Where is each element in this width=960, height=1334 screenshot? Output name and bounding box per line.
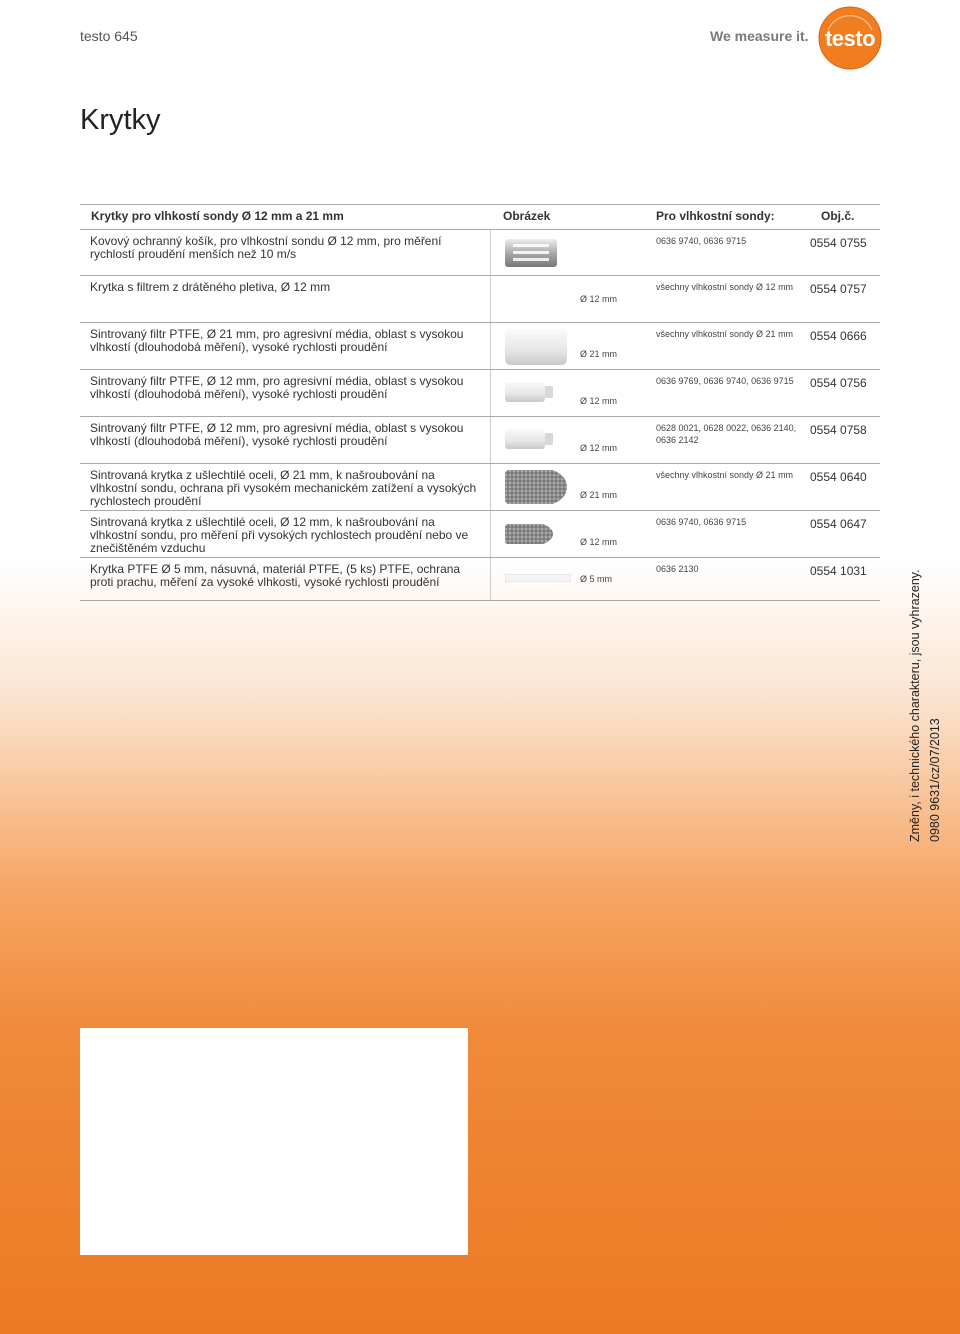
image-diameter: Ø 12 mm bbox=[580, 294, 618, 304]
table-header bbox=[80, 205, 880, 230]
header-probe: Pro vlhkostní sondy: bbox=[656, 209, 775, 223]
order-number: 0554 0758 bbox=[810, 423, 867, 437]
header-description: Krytky pro vlhkostí sondy Ø 12 mm a 21 mm bbox=[91, 209, 344, 223]
row-description: Sintrovaný filtr PTFE, Ø 21 mm, pro agresivní média, oblast s vysokou vlhkostí (dlouhodobá měření), vysoké rychlosti proudění bbox=[90, 327, 464, 354]
table-row bbox=[80, 323, 880, 370]
ptfe-filter-icon bbox=[505, 429, 553, 449]
side-note-doc-number: 0980 9631/cz/07/2013 bbox=[928, 718, 942, 842]
sintered-steel-cap-icon bbox=[505, 524, 553, 544]
row-description: Sintrovaná krytka z ušlechtilé oceli, Ø 21 mm, k našroubování na vlhkostní sondu, ochrana při vysokém mechanickém zatížení a vysokých rychlostech proudění bbox=[90, 468, 477, 508]
image-diameter: Ø 12 mm bbox=[580, 537, 618, 547]
image-cell bbox=[490, 511, 643, 557]
image-diameter: Ø 12 mm bbox=[580, 443, 618, 453]
header-image: Obrázek bbox=[503, 209, 551, 223]
probe-list: všechny vlhkostní sondy Ø 21 mm bbox=[656, 329, 794, 339]
table-row bbox=[80, 464, 880, 511]
row-description: Krytka PTFE Ø 5 mm, násuvná, materiál PTFE, (5 ks) PTFE, ochrana proti prachu, měření za vysoké vlhkosti, vysoké rychlosti proudění bbox=[90, 562, 461, 589]
probe-list: všechny vlhkostní sondy Ø 21 mm bbox=[656, 470, 794, 480]
side-note-disclaimer: Změny, i technického charakteru, jsou vyhrazeny. bbox=[908, 569, 922, 842]
order-number: 0554 1031 bbox=[810, 564, 867, 578]
image-diameter: Ø 5 mm bbox=[580, 574, 613, 584]
row-description: Sintrovaný filtr PTFE, Ø 12 mm, pro agresivní média, oblast s vysokou vlhkostí (dlouhodobá měření), vysoké rychlosti proudění bbox=[90, 374, 464, 401]
image-cell bbox=[490, 558, 643, 600]
probe-list: 0636 9740, 0636 9715 bbox=[656, 236, 747, 246]
side-note bbox=[905, 569, 945, 842]
tagline: We measure it. bbox=[710, 28, 809, 44]
testo-logo bbox=[818, 6, 882, 70]
probe-list: všechny vlhkostní sondy Ø 12 mm bbox=[656, 282, 794, 292]
image-diameter: Ø 21 mm bbox=[580, 349, 618, 359]
metal-basket-icon bbox=[505, 239, 557, 267]
white-panel bbox=[80, 1028, 468, 1255]
table-row bbox=[80, 511, 880, 558]
order-number: 0554 0757 bbox=[810, 282, 867, 296]
ptfe-filter-icon bbox=[505, 382, 553, 402]
table-row bbox=[80, 417, 880, 464]
table-row bbox=[80, 276, 880, 323]
logo-wordmark: testo bbox=[824, 26, 876, 51]
image-cell bbox=[490, 417, 643, 463]
caps-table bbox=[80, 204, 880, 601]
probe-list: 0628 0021, 0628 0022, 0636 2140, 0636 2142 bbox=[656, 423, 797, 445]
header-order: Obj.č. bbox=[821, 209, 855, 223]
order-number: 0554 0755 bbox=[810, 236, 867, 250]
image-diameter: Ø 21 mm bbox=[580, 490, 618, 500]
row-description: Kovový ochranný košík, pro vlhkostní sondu Ø 12 mm, pro měření rychlostí proudění menších než 10 m/s bbox=[90, 234, 442, 261]
ptfe-filter-icon bbox=[505, 329, 567, 365]
order-number: 0554 0756 bbox=[810, 376, 867, 390]
image-cell bbox=[490, 370, 643, 416]
row-description: Krytka s filtrem z drátěného pletiva, Ø 12 mm bbox=[90, 280, 331, 294]
sintered-steel-cap-icon bbox=[505, 470, 567, 504]
order-number: 0554 0640 bbox=[810, 470, 867, 484]
probe-list: 0636 2130 bbox=[656, 564, 699, 574]
row-description: Sintrovaný filtr PTFE, Ø 12 mm, pro agresivní média, oblast s vysokou vlhkostí (dlouhodobá měření), vysoké rychlosti proudění bbox=[90, 421, 464, 448]
image-diameter: Ø 12 mm bbox=[580, 396, 618, 406]
row-description: Sintrovaná krytka z ušlechtilé oceli, Ø 12 mm, k našroubování na vlhkostní sondu, pro měření při vysokých rychlostech proudění nebo ve znečištěném vzduchu bbox=[90, 515, 469, 555]
image-cell bbox=[490, 323, 643, 369]
probe-list: 0636 9740, 0636 9715 bbox=[656, 517, 747, 527]
ptfe-cap-small-icon bbox=[505, 574, 571, 582]
table-row bbox=[80, 558, 880, 601]
order-number: 0554 0666 bbox=[810, 329, 867, 343]
header-product: testo 645 bbox=[80, 28, 138, 44]
probe-list: 0636 9769, 0636 9740, 0636 9715 bbox=[656, 376, 794, 386]
image-cell bbox=[490, 464, 643, 510]
order-number: 0554 0647 bbox=[810, 517, 867, 531]
table-row bbox=[80, 370, 880, 417]
page-title: Krytky bbox=[80, 104, 161, 136]
